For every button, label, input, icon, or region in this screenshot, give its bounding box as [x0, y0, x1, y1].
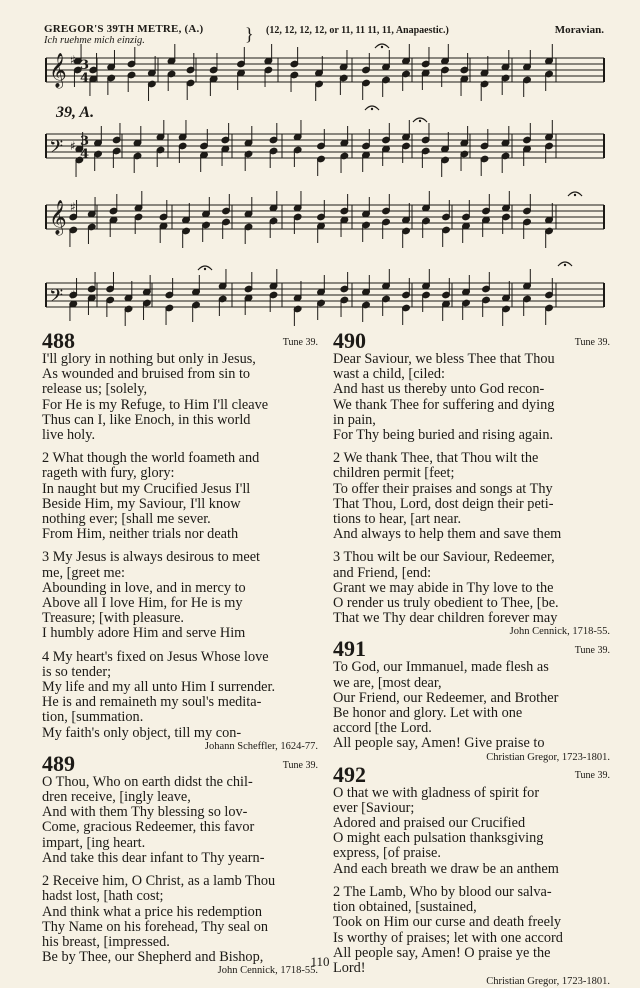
stanza-line: Above all I love Him, for He is my — [42, 595, 243, 612]
fermata-dot — [419, 120, 421, 122]
sharp-icon: ♯ — [70, 139, 76, 153]
treble-clef-icon: 𝄞 — [49, 53, 67, 88]
hymn-stanza — [42, 650, 318, 741]
stanza-line: To God, our Immanuel, made flesh as — [333, 659, 549, 676]
stanza-line: And with them Thy blessing so lov- — [42, 804, 248, 821]
tune-reference: Tune 39. — [574, 645, 610, 657]
stanza-line: wast a child, [ciled: — [333, 366, 445, 383]
stanza-line: 2 What though the world foameth and — [42, 450, 260, 467]
tune-reference: Tune 39. — [574, 770, 610, 782]
time-signature: 4 — [80, 71, 90, 86]
stanza-line: For Thy being buried and rising again. — [333, 427, 554, 444]
hymn-stanza — [333, 550, 610, 626]
hymn-heading — [333, 761, 610, 787]
stanza-line: we are, [most dear, — [333, 674, 442, 691]
stanza-line: That Thou, Lord, dost deign their peti- — [333, 495, 554, 512]
stanza-line: Be by Thee, our Shepherd and Bishop, — [42, 949, 264, 966]
stanza-line: tion, [summation. — [42, 709, 144, 726]
stanza-line: 3 Thou wilt be our Saviour, Redeemer, — [333, 549, 555, 566]
bass-clef-icon: 𝄢 — [49, 137, 64, 162]
sharp-icon: ♯ — [70, 53, 76, 67]
tune-reference: Tune 39. — [282, 759, 318, 771]
stanza-line: impart, [ing heart. — [42, 834, 146, 851]
treble-clef-icon: 𝄞 — [49, 200, 67, 235]
stanza-line: Took on Him our curse and death freely — [333, 914, 562, 931]
stanza-line: And each breath we draw be an anthem — [333, 860, 559, 877]
stanza-line: All people say, Amen! O praise ye the — [333, 944, 551, 961]
stanza-line: Lord! — [333, 959, 366, 976]
bass-clef-icon: 𝄢 — [49, 286, 64, 311]
time-signature: 3 — [80, 134, 90, 149]
stanza-line: 3 My Jesus is always desirous to meet — [42, 549, 261, 566]
hymn-heading — [333, 330, 610, 352]
stanza-line: All people say, Amen! Give praise to — [333, 735, 545, 752]
stanza-line: ever [Saviour; — [333, 799, 415, 816]
stanza-line: Grant we may abide in Thy love to the — [333, 579, 554, 596]
author-attribution: John Cennick, 1718-55. — [217, 965, 318, 977]
stanza-line: release us; [solely, — [42, 381, 148, 398]
hymn-number: 489 — [42, 750, 75, 776]
stanza-line: tion obtained, [sustained, — [333, 899, 477, 916]
stanza-line: We thank Thee for suffering and dying — [333, 396, 555, 413]
stanza-line: dren receive, [ingly leave, — [42, 789, 191, 806]
stanza-line: For He is my Refuge, to Him I'll cleave — [42, 396, 269, 413]
stanza-line: accord [the Lord. — [333, 720, 432, 737]
stanza-line: O render us truly obedient to Thee, [be. — [333, 595, 559, 612]
stanza-line: and Friend, [end: — [333, 564, 432, 581]
author-attribution: Christian Gregor, 1723-1801. — [486, 976, 610, 988]
stanza-line: Thus can I, like Enoch, in this world — [42, 411, 251, 428]
stanza-line: Beside Him, my Saviour, I'll know — [42, 495, 241, 512]
stanza-line: My life and my all unto Him I surrender. — [42, 679, 276, 696]
stanza-line: I'll glory in nothing but only in Jesus, — [42, 351, 256, 367]
hymn-stanza — [42, 775, 318, 866]
music-staves — [46, 58, 604, 307]
fermata-dot — [574, 194, 576, 196]
hymn-stanza — [333, 352, 610, 443]
music-score — [0, 0, 640, 340]
hymn-number: 490 — [333, 328, 366, 353]
fermata-dot — [564, 264, 566, 266]
stanza-line: Thy Name on his forehead, Thy seal on — [42, 918, 269, 935]
stanza-line: O that we with gladness of spirit for — [333, 784, 540, 801]
fermata-dot — [381, 46, 383, 48]
hymn-number: 491 — [333, 636, 366, 662]
stanza-line: Be honor and glory. Let with one — [333, 705, 523, 722]
tune-subtitle: Ich ruehme mich einzig. — [44, 35, 145, 46]
brace-glyph: } — [245, 24, 254, 44]
stanza-line: Adored and praised our Crucified — [333, 815, 526, 832]
right-hymn-column — [333, 330, 610, 988]
stanza-line: My faith's only object, till my con- — [42, 724, 242, 741]
page-number: 110 — [310, 954, 330, 969]
stanza-line: 2 Receive him, O Christ, as a lamb Thou — [42, 873, 276, 890]
hymn-stanza — [42, 550, 318, 641]
sharp-icon: ♯ — [70, 200, 76, 214]
hymn-heading — [42, 750, 318, 776]
stanza-line: Come, gracious Redeemer, this favor — [42, 819, 255, 836]
stanza-line: his breast, [impressed. — [42, 933, 170, 950]
stanza-line: 2 We thank Thee, that Thou wilt the — [333, 450, 539, 467]
stanza-line: That we Thy dear children forever may — [333, 610, 558, 627]
stanza-line: To offer their praises and songs at Thy — [333, 480, 553, 497]
hymn-stanza — [333, 660, 610, 751]
hymn-stanza — [42, 874, 318, 965]
stanza-line: Abounding in love, and in mercy to — [42, 579, 246, 596]
time-signature: 4 — [80, 147, 90, 162]
stanza-line: me, [greet me: — [42, 564, 125, 581]
stanza-line: 4 My heart's fixed on Jesus Whose love — [42, 648, 269, 665]
stanza-line: O Thou, Who on earth didst the chil- — [42, 773, 253, 790]
stanza-line: nothing ever; [shall me sever. — [42, 511, 211, 528]
tune-number: 39, A. — [56, 104, 95, 121]
stanza-line: As wounded and bruised from sin to — [42, 366, 251, 383]
stanza-line: Is worthy of praises; let with one accord — [333, 929, 563, 946]
stanza-line: He is and remaineth my soul's medita- — [42, 694, 262, 711]
stanza-line: live holy. — [42, 427, 96, 444]
stanza-line: in pain, — [333, 411, 376, 428]
tune-reference: Tune 39. — [282, 336, 318, 348]
stanza-line: children permit [feet; — [333, 465, 455, 482]
stanza-line: And think what a price his redemption — [42, 903, 262, 920]
stanza-line: Dear Saviour, we bless Thee that Thou — [333, 351, 555, 367]
stanza-line: express, [of praise. — [333, 845, 441, 862]
stanza-line: I humbly adore Him and serve Him — [42, 625, 246, 642]
tune-name: GREGOR'S 39TH METRE, (A.) — [44, 23, 204, 35]
hymn-stanza — [333, 451, 610, 542]
stanza-line: Our Friend, our Redeemer, and Brother — [333, 689, 559, 706]
stanza-line: And hast us thereby unto God recon- — [333, 381, 545, 398]
stanza-line: 2 The Lamb, Who by blood our salva- — [333, 883, 552, 900]
stanza-line: tions to hear, [art near. — [333, 511, 462, 528]
stanza-line: rageth with fury, glory: — [42, 465, 175, 482]
composer-name: Moravian. — [554, 24, 604, 36]
author-attribution: Christian Gregor, 1723-1801. — [486, 751, 610, 763]
stanza-line: Treasure; [with pleasure. — [42, 610, 185, 627]
stanza-line: From Him, neither trials nor death — [42, 526, 239, 543]
stanza-line: O might each pulsation thanksgiving — [333, 830, 544, 847]
author-attribution: John Cennick, 1718-55. — [509, 626, 610, 638]
time-signature: 3 — [80, 58, 90, 73]
fermata-dot — [204, 268, 206, 270]
hymn-stanza — [333, 786, 610, 877]
left-hymn-column — [42, 330, 318, 977]
hymn-stanza — [42, 352, 318, 443]
hymn-number: 488 — [42, 328, 75, 353]
hymn-heading — [333, 638, 610, 660]
meter-text: (12, 12, 12, 12, or 11, 11 11, 11, Anapaestic.) — [266, 25, 449, 36]
stanza-line: And always to help them and save them — [333, 526, 562, 543]
fermata-dot — [371, 108, 373, 110]
stanza-line: In naught but my Crucified Jesus I'll — [42, 480, 251, 497]
music-notes — [69, 44, 553, 326]
hymn-heading — [42, 330, 318, 352]
stanza-line: And take this dear infant to Thy yearn- — [42, 849, 265, 866]
tune-reference: Tune 39. — [574, 336, 610, 348]
hymn-stanza — [42, 451, 318, 542]
sharp-icon: ♯ — [70, 288, 76, 302]
hymn-number: 492 — [333, 761, 366, 787]
stanza-line: hadst lost, [hath cost; — [42, 888, 164, 905]
author-attribution: Johann Scheffler, 1624-77. — [204, 740, 318, 752]
stanza-line: is so tender; — [42, 663, 112, 680]
